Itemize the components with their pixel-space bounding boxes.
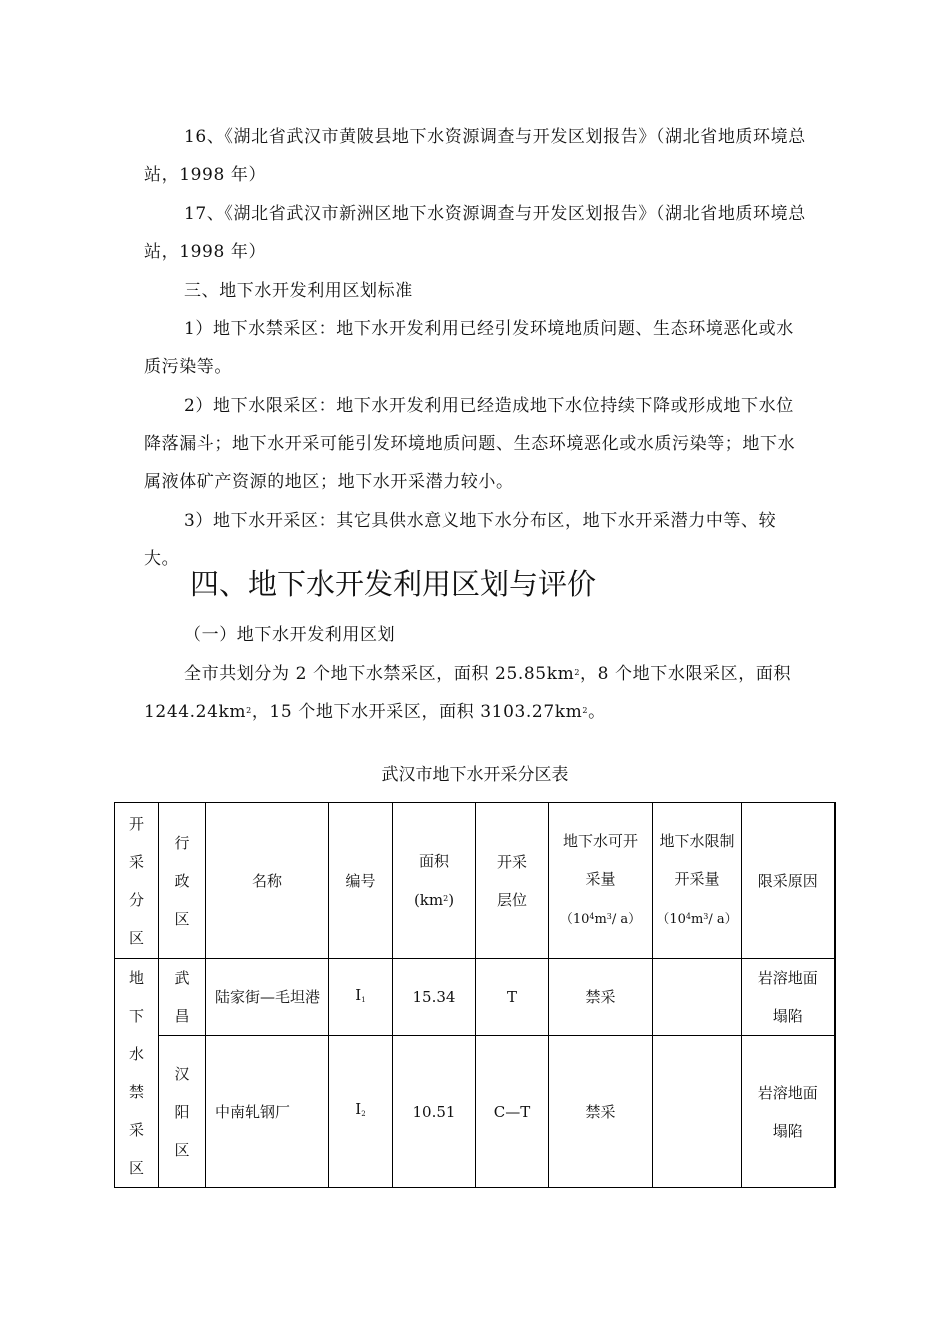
row2-layer: C—T bbox=[476, 1036, 549, 1188]
header-code: 编号 bbox=[329, 803, 393, 959]
criterion-3: 3）地下水开采区：其它具供水意义地下水分布区，地下水开采潜力中等、较大。 bbox=[144, 511, 777, 569]
criterion-2: 2）地下水限采区：地下水开发利用已经造成地下水位持续下降或形成地下水位降落漏斗；地下水开采可能引发环境地质问题、生态环境恶化或水质污染等；地下水属液体矿产资源的地区；地下水开采潜力较小。 bbox=[144, 396, 796, 492]
header-limit: 地下水限制开采量 （$10^4m^3/$ a） bbox=[653, 803, 742, 959]
reference-17: 17、《湖北省武汉市新洲区地下水资源调查与开发区划报告》（湖北省地质环境总站，1998 年） bbox=[144, 204, 806, 262]
header-admin: 行政区 bbox=[159, 803, 206, 959]
header-allowable: 地下水可开采量 （$10^4m^3/$ a） bbox=[549, 803, 653, 959]
section-4-heading: 四、地下水开发利用区划与评价 bbox=[190, 567, 597, 601]
zone-label: 地下水禁采区 bbox=[115, 959, 159, 1188]
row2-limit bbox=[653, 1036, 742, 1188]
criterion-1: 1）地下水禁采区：地下水开发利用已经引发环境地质问题、生态环境恶化或水质污染等。 bbox=[144, 319, 794, 377]
zoning-summary-cont: $1244.24km^2$，15 个地下水开采区，面积 $3103.27km^2$。 bbox=[144, 702, 606, 722]
row2-reason: 岩溶地面塌陷 bbox=[742, 1036, 835, 1188]
zoning-table bbox=[114, 802, 836, 1188]
row2-area: 10.51 bbox=[393, 1036, 476, 1188]
row1-allowable: 禁采 bbox=[549, 959, 653, 1036]
row1-name: 陆家街—毛坦港 bbox=[206, 959, 329, 1036]
table-caption: 武汉市地下水开采分区表 bbox=[381, 765, 569, 785]
table-header-row bbox=[115, 803, 835, 959]
row2-code: $Ⅰ_2$ bbox=[329, 1036, 393, 1188]
row1-layer: T bbox=[476, 959, 549, 1036]
header-area: 面积 $(km^2)$ bbox=[393, 803, 476, 959]
row1-area: 15.34 bbox=[393, 959, 476, 1036]
zoning-summary: 全市共划分为 2 个地下水禁采区，面积 $25.85km^2$，8 个地下水限采区，面积 bbox=[184, 664, 792, 684]
subheading-zoning: （一）地下水开发利用区划 bbox=[184, 625, 396, 645]
table-row bbox=[115, 1036, 835, 1188]
row1-code: $Ⅰ_1$ bbox=[329, 959, 393, 1036]
reference-16: 16、《湖北省武汉市黄陂县地下水资源调查与开发区划报告》（湖北省地质环境总站，1998 年） bbox=[144, 127, 806, 185]
section-3-title: 三、地下水开发利用区划标准 bbox=[184, 281, 413, 301]
row1-reason: 岩溶地面塌陷 bbox=[742, 959, 835, 1036]
row1-admin: 武昌 bbox=[159, 959, 206, 1036]
row1-limit bbox=[653, 959, 742, 1036]
header-reason: 限采原因 bbox=[742, 803, 835, 959]
header-zone: 开采分区 bbox=[115, 803, 159, 959]
table-row bbox=[115, 959, 835, 1036]
header-layer: 开采层位 bbox=[476, 803, 549, 959]
row2-admin: 汉阳区 bbox=[159, 1036, 206, 1188]
row2-allowable: 禁采 bbox=[549, 1036, 653, 1188]
row2-name: 中南轧钢厂 bbox=[206, 1036, 329, 1188]
header-name: 名称 bbox=[206, 803, 329, 959]
